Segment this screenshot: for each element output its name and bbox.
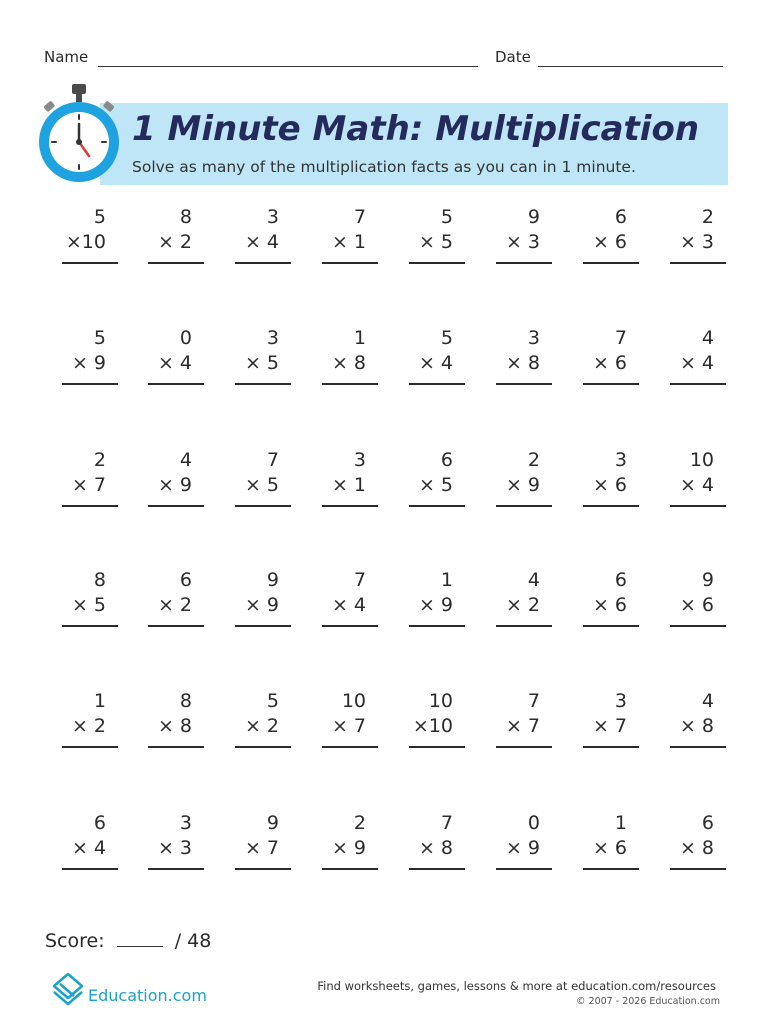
- problem-item: [583, 812, 639, 872]
- problem-item: [409, 690, 465, 750]
- problem-multiplicand: 3: [266, 327, 279, 349]
- problem-multiplicand: 6: [701, 812, 714, 834]
- problem-multiplicand: 2: [527, 449, 540, 471]
- problem-multiplier: × 5: [244, 474, 279, 496]
- problem-multiplier: × 3: [505, 231, 540, 253]
- problem-item: [148, 206, 204, 266]
- answer-line[interactable]: [235, 746, 291, 748]
- problem-item: [148, 449, 204, 509]
- problem-multiplier: × 5: [71, 594, 106, 616]
- problem-multiplier: × 6: [592, 231, 627, 253]
- problem-item: [496, 569, 552, 629]
- title-banner: [100, 103, 728, 185]
- answer-line[interactable]: [62, 625, 118, 627]
- answer-line[interactable]: [409, 383, 465, 385]
- education-logo-text: Education.com: [88, 986, 207, 1005]
- problem-multiplier: × 5: [244, 352, 279, 374]
- problem-multiplier: × 9: [244, 594, 279, 616]
- problem-item: [148, 569, 204, 629]
- problem-multiplicand: 9: [266, 569, 279, 591]
- problem-multiplier: × 6: [592, 837, 627, 859]
- problem-item: [235, 327, 291, 387]
- problem-item: [148, 690, 204, 750]
- answer-line[interactable]: [322, 262, 378, 264]
- problem-multiplier: × 8: [679, 715, 714, 737]
- answer-line[interactable]: [670, 746, 726, 748]
- problem-item: [496, 327, 552, 387]
- education-logo-icon: [50, 970, 86, 1010]
- problem-item: [62, 449, 118, 509]
- problem-multiplicand: 10: [689, 449, 714, 471]
- problem-item: [322, 569, 378, 629]
- stopwatch-icon: [36, 84, 122, 188]
- problem-multiplicand: 7: [614, 327, 627, 349]
- problem-multiplier: × 9: [331, 837, 366, 859]
- answer-line[interactable]: [583, 505, 639, 507]
- problem-item: [670, 206, 726, 266]
- problem-multiplier: × 9: [418, 594, 453, 616]
- problem-multiplier: × 4: [71, 837, 106, 859]
- problem-multiplier: × 2: [244, 715, 279, 737]
- problem-item: [496, 690, 552, 750]
- problem-item: [235, 449, 291, 509]
- problem-multiplier: × 3: [157, 837, 192, 859]
- answer-line[interactable]: [670, 262, 726, 264]
- problem-multiplier: × 2: [157, 594, 192, 616]
- problem-item: [322, 690, 378, 750]
- answer-line[interactable]: [62, 746, 118, 748]
- problem-multiplier: × 1: [331, 474, 366, 496]
- footer-copyright: © 2007 - 2026 Education.com: [576, 996, 720, 1007]
- problem-multiplicand: 9: [527, 206, 540, 228]
- answer-line[interactable]: [148, 868, 204, 870]
- score-total: / 48: [174, 930, 212, 952]
- problem-multiplier: × 8: [679, 837, 714, 859]
- problem-item: [670, 690, 726, 750]
- problem-item: [409, 569, 465, 629]
- problem-item: [322, 327, 378, 387]
- problem-multiplicand: 6: [614, 569, 627, 591]
- problem-multiplier: × 4: [679, 352, 714, 374]
- problem-item: [409, 206, 465, 266]
- problem-multiplicand: 3: [353, 449, 366, 471]
- problem-multiplicand: 3: [179, 812, 192, 834]
- answer-line[interactable]: [583, 625, 639, 627]
- problem-multiplier: × 9: [157, 474, 192, 496]
- answer-line[interactable]: [62, 868, 118, 870]
- problem-multiplicand: 9: [266, 812, 279, 834]
- answer-line[interactable]: [148, 505, 204, 507]
- problem-multiplier: × 8: [505, 352, 540, 374]
- name-field[interactable]: [98, 66, 478, 67]
- answer-line[interactable]: [235, 625, 291, 627]
- problem-multiplier: × 9: [71, 352, 106, 374]
- problem-item: [235, 206, 291, 266]
- problem-item: [62, 206, 118, 266]
- answer-line[interactable]: [670, 505, 726, 507]
- problem-multiplicand: 3: [614, 690, 627, 712]
- problem-item: [148, 812, 204, 872]
- problem-item: [583, 327, 639, 387]
- page-subtitle: Solve as many of the multiplication facts as you can in 1 minute.: [132, 158, 636, 176]
- problem-multiplier: × 4: [157, 352, 192, 374]
- answer-line[interactable]: [409, 262, 465, 264]
- problem-multiplier: × 7: [505, 715, 540, 737]
- problem-multiplicand: 3: [614, 449, 627, 471]
- problem-multiplier: × 2: [505, 594, 540, 616]
- answer-line[interactable]: [62, 383, 118, 385]
- problem-multiplicand: 6: [93, 812, 106, 834]
- date-field[interactable]: [538, 66, 723, 67]
- answer-line[interactable]: [409, 505, 465, 507]
- answer-line[interactable]: [148, 625, 204, 627]
- answer-line[interactable]: [409, 746, 465, 748]
- problem-multiplicand: 0: [179, 327, 192, 349]
- problem-item: [670, 327, 726, 387]
- score-field[interactable]: [117, 945, 163, 947]
- problem-multiplicand: 10: [428, 690, 453, 712]
- problem-multiplier: × 4: [331, 594, 366, 616]
- name-label: Name: [44, 48, 89, 66]
- problem-multiplicand: 7: [527, 690, 540, 712]
- answer-line[interactable]: [670, 383, 726, 385]
- problem-multiplier: × 3: [679, 231, 714, 253]
- problem-multiplier: × 6: [592, 474, 627, 496]
- problem-item: [409, 812, 465, 872]
- problem-item: [322, 449, 378, 509]
- answer-line[interactable]: [496, 383, 552, 385]
- answer-line[interactable]: [322, 868, 378, 870]
- problem-multiplier: × 8: [418, 837, 453, 859]
- problem-multiplier: × 4: [418, 352, 453, 374]
- answer-line[interactable]: [322, 505, 378, 507]
- problem-item: [496, 812, 552, 872]
- problem-multiplicand: 2: [701, 206, 714, 228]
- problem-multiplicand: 10: [341, 690, 366, 712]
- problem-multiplicand: 3: [266, 206, 279, 228]
- answer-line[interactable]: [235, 868, 291, 870]
- problem-multiplicand: 8: [179, 690, 192, 712]
- problem-item: [670, 449, 726, 509]
- problem-multiplier: × 7: [244, 837, 279, 859]
- problem-multiplicand: 7: [353, 206, 366, 228]
- problem-multiplicand: 1: [353, 327, 366, 349]
- problem-item: [322, 812, 378, 872]
- problem-multiplier: × 8: [331, 352, 366, 374]
- problem-multiplier: × 4: [244, 231, 279, 253]
- problem-item: [322, 206, 378, 266]
- problem-multiplicand: 5: [93, 327, 106, 349]
- problem-multiplicand: 2: [93, 449, 106, 471]
- score-label: Score:: [45, 930, 105, 952]
- problem-multiplier: × 6: [592, 352, 627, 374]
- problem-multiplier: × 7: [592, 715, 627, 737]
- answer-line[interactable]: [322, 625, 378, 627]
- name-date-line: [44, 48, 724, 70]
- problem-multiplicand: 3: [527, 327, 540, 349]
- problem-multiplicand: 0: [527, 812, 540, 834]
- answer-line[interactable]: [496, 625, 552, 627]
- problem-multiplicand: 7: [353, 569, 366, 591]
- problem-multiplier: × 7: [71, 474, 106, 496]
- answer-line[interactable]: [409, 868, 465, 870]
- problem-item: [409, 449, 465, 509]
- problem-multiplier: × 9: [505, 474, 540, 496]
- problem-multiplicand: 7: [440, 812, 453, 834]
- problem-item: [62, 690, 118, 750]
- answer-line[interactable]: [62, 505, 118, 507]
- problem-item: [583, 449, 639, 509]
- answer-line[interactable]: [148, 746, 204, 748]
- answer-line[interactable]: [583, 383, 639, 385]
- problem-multiplier: × 5: [418, 231, 453, 253]
- problem-multiplier: ×10: [412, 715, 453, 737]
- problem-item: [583, 569, 639, 629]
- problem-item: [409, 327, 465, 387]
- problem-multiplicand: 6: [179, 569, 192, 591]
- problem-multiplier: × 7: [331, 715, 366, 737]
- answer-line[interactable]: [322, 383, 378, 385]
- date-label: Date: [495, 48, 531, 66]
- answer-line[interactable]: [496, 262, 552, 264]
- answer-line[interactable]: [235, 383, 291, 385]
- problem-multiplicand: 5: [266, 690, 279, 712]
- problem-item: [496, 449, 552, 509]
- answer-line[interactable]: [583, 262, 639, 264]
- answer-line[interactable]: [583, 746, 639, 748]
- problem-item: [670, 812, 726, 872]
- problem-multiplicand: 4: [701, 327, 714, 349]
- answer-line[interactable]: [496, 868, 552, 870]
- answer-line[interactable]: [322, 746, 378, 748]
- problem-item: [62, 569, 118, 629]
- problem-multiplicand: 4: [527, 569, 540, 591]
- answer-line[interactable]: [235, 505, 291, 507]
- footer-tagline: Find worksheets, games, lessons & more at education.com/resources: [317, 979, 716, 993]
- problem-multiplier: ×10: [65, 231, 106, 253]
- problem-multiplier: × 6: [592, 594, 627, 616]
- answer-line[interactable]: [670, 868, 726, 870]
- problem-item: [62, 812, 118, 872]
- problem-item: [235, 812, 291, 872]
- page-title: 1 Minute Math: Multiplication: [132, 109, 700, 149]
- problem-multiplicand: 4: [179, 449, 192, 471]
- problem-multiplier: × 1: [331, 231, 366, 253]
- problem-multiplicand: 1: [614, 812, 627, 834]
- answer-line[interactable]: [583, 868, 639, 870]
- answer-line[interactable]: [409, 625, 465, 627]
- problem-item: [62, 327, 118, 387]
- problem-item: [235, 569, 291, 629]
- problem-multiplicand: 8: [179, 206, 192, 228]
- problem-multiplicand: 1: [93, 690, 106, 712]
- problem-multiplicand: 9: [701, 569, 714, 591]
- problem-item: [148, 327, 204, 387]
- problem-multiplicand: 4: [701, 690, 714, 712]
- problem-item: [583, 690, 639, 750]
- problem-item: [670, 569, 726, 629]
- problem-multiplier: × 2: [157, 231, 192, 253]
- problem-multiplicand: 6: [614, 206, 627, 228]
- problem-multiplicand: 6: [440, 449, 453, 471]
- score-line: [45, 930, 211, 952]
- answer-line[interactable]: [148, 262, 204, 264]
- problem-item: [235, 690, 291, 750]
- problem-multiplicand: 8: [93, 569, 106, 591]
- problem-multiplier: × 9: [505, 837, 540, 859]
- answer-line[interactable]: [670, 625, 726, 627]
- problem-multiplicand: 5: [93, 206, 106, 228]
- problem-multiplicand: 5: [440, 327, 453, 349]
- problem-multiplicand: 1: [440, 569, 453, 591]
- problem-multiplier: × 8: [157, 715, 192, 737]
- answer-line[interactable]: [496, 746, 552, 748]
- answer-line[interactable]: [62, 262, 118, 264]
- problem-multiplicand: 2: [353, 812, 366, 834]
- problem-multiplier: × 4: [679, 474, 714, 496]
- answer-line[interactable]: [496, 505, 552, 507]
- answer-line[interactable]: [148, 383, 204, 385]
- problem-multiplicand: 5: [440, 206, 453, 228]
- problem-item: [583, 206, 639, 266]
- problem-multiplier: × 2: [71, 715, 106, 737]
- problem-multiplicand: 7: [266, 449, 279, 471]
- answer-line[interactable]: [235, 262, 291, 264]
- problem-multiplier: × 6: [679, 594, 714, 616]
- problem-item: [496, 206, 552, 266]
- problem-multiplier: × 5: [418, 474, 453, 496]
